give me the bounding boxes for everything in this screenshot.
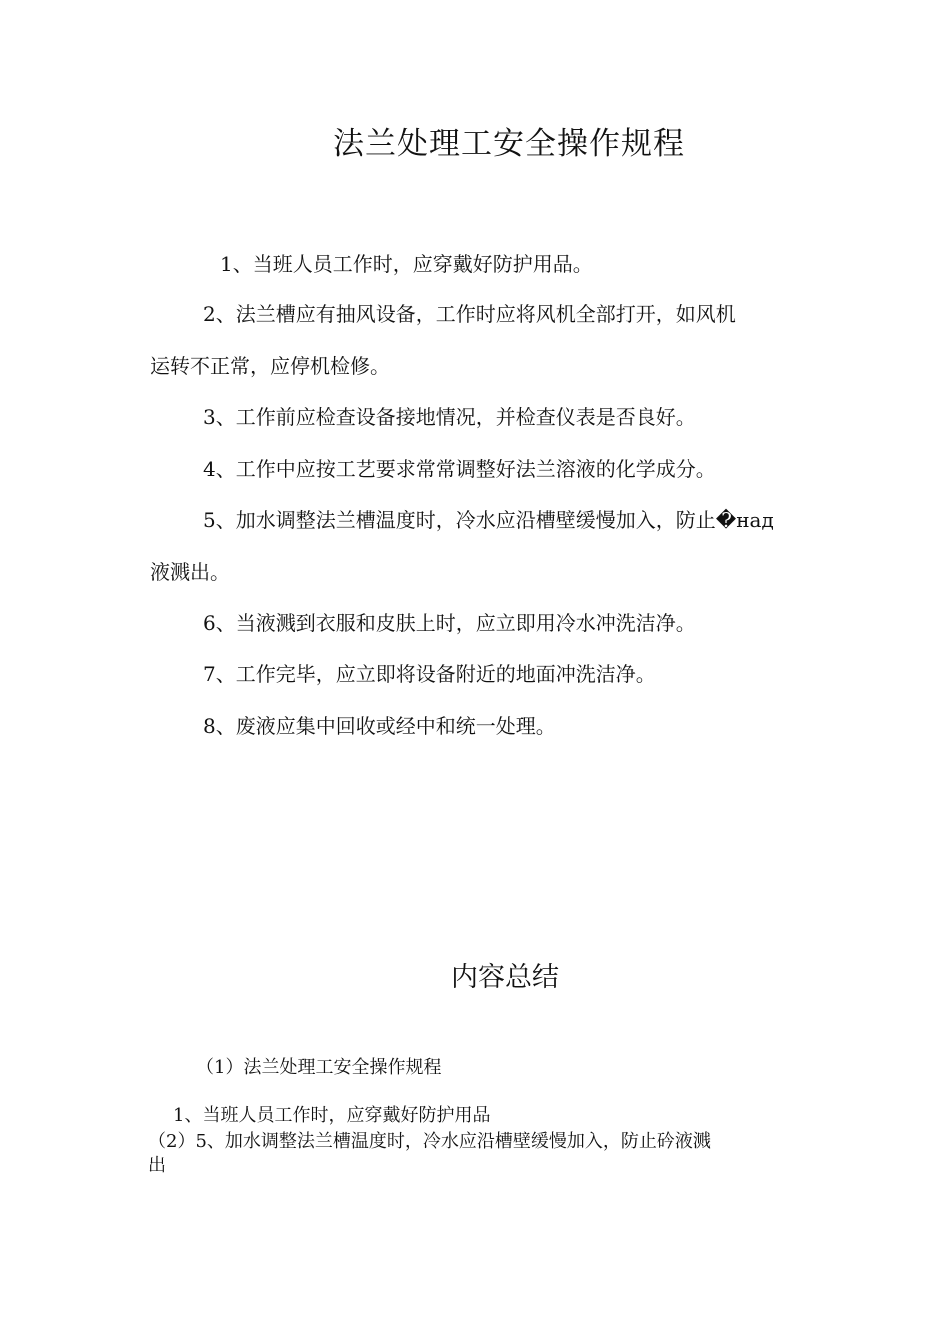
summary-line-3: （2）5、加水调整法兰槽温度时，冷水应沿槽壁缓慢加入，防止砛液溅 bbox=[148, 1131, 711, 1152]
summary-line-1: （1）法兰处理工安全操作规程 bbox=[196, 1057, 442, 1078]
rule-item-4: 4、工作中应按工艺要求常常调整好法兰溶液的化学成分。 bbox=[203, 457, 716, 481]
rule-item-3: 3、工作前应检查设备接地情况，并检查仪表是否良好。 bbox=[203, 405, 696, 429]
rule-item-1: 1、当班人员工作时，应穿戴好防护用品。 bbox=[220, 252, 593, 276]
rule-item-6: 6、当液溅到衣服和皮肤上时，应立即用冷水冲洗洁净。 bbox=[203, 611, 696, 635]
rule-item-7: 7、工作完毕，应立即将设备附近的地面冲洗洁净。 bbox=[203, 662, 656, 686]
rule-item-8: 8、废液应集中回收或经中和统一处理。 bbox=[203, 714, 556, 738]
document-title: 法兰处理工安全操作规程 bbox=[333, 126, 685, 162]
rule-item-2-line-1: 2、法兰槽应有抽风设备，工作时应将风机全部打开，如风机 bbox=[203, 302, 736, 326]
summary-line-4: 出 bbox=[148, 1155, 166, 1176]
rule-item-2-line-2: 运转不正常，应停机检修。 bbox=[150, 354, 390, 378]
rule-item-5-line-1: 5、加水调整法兰槽温度时，冷水应沿槽壁缓慢加入，防止�над bbox=[203, 508, 774, 532]
summary-line-2: 1、当班人员工作时，应穿戴好防护用品 bbox=[173, 1105, 491, 1126]
summary-title: 内容总结 bbox=[451, 962, 559, 993]
rule-item-5-line-2: 液溅出。 bbox=[150, 560, 230, 584]
